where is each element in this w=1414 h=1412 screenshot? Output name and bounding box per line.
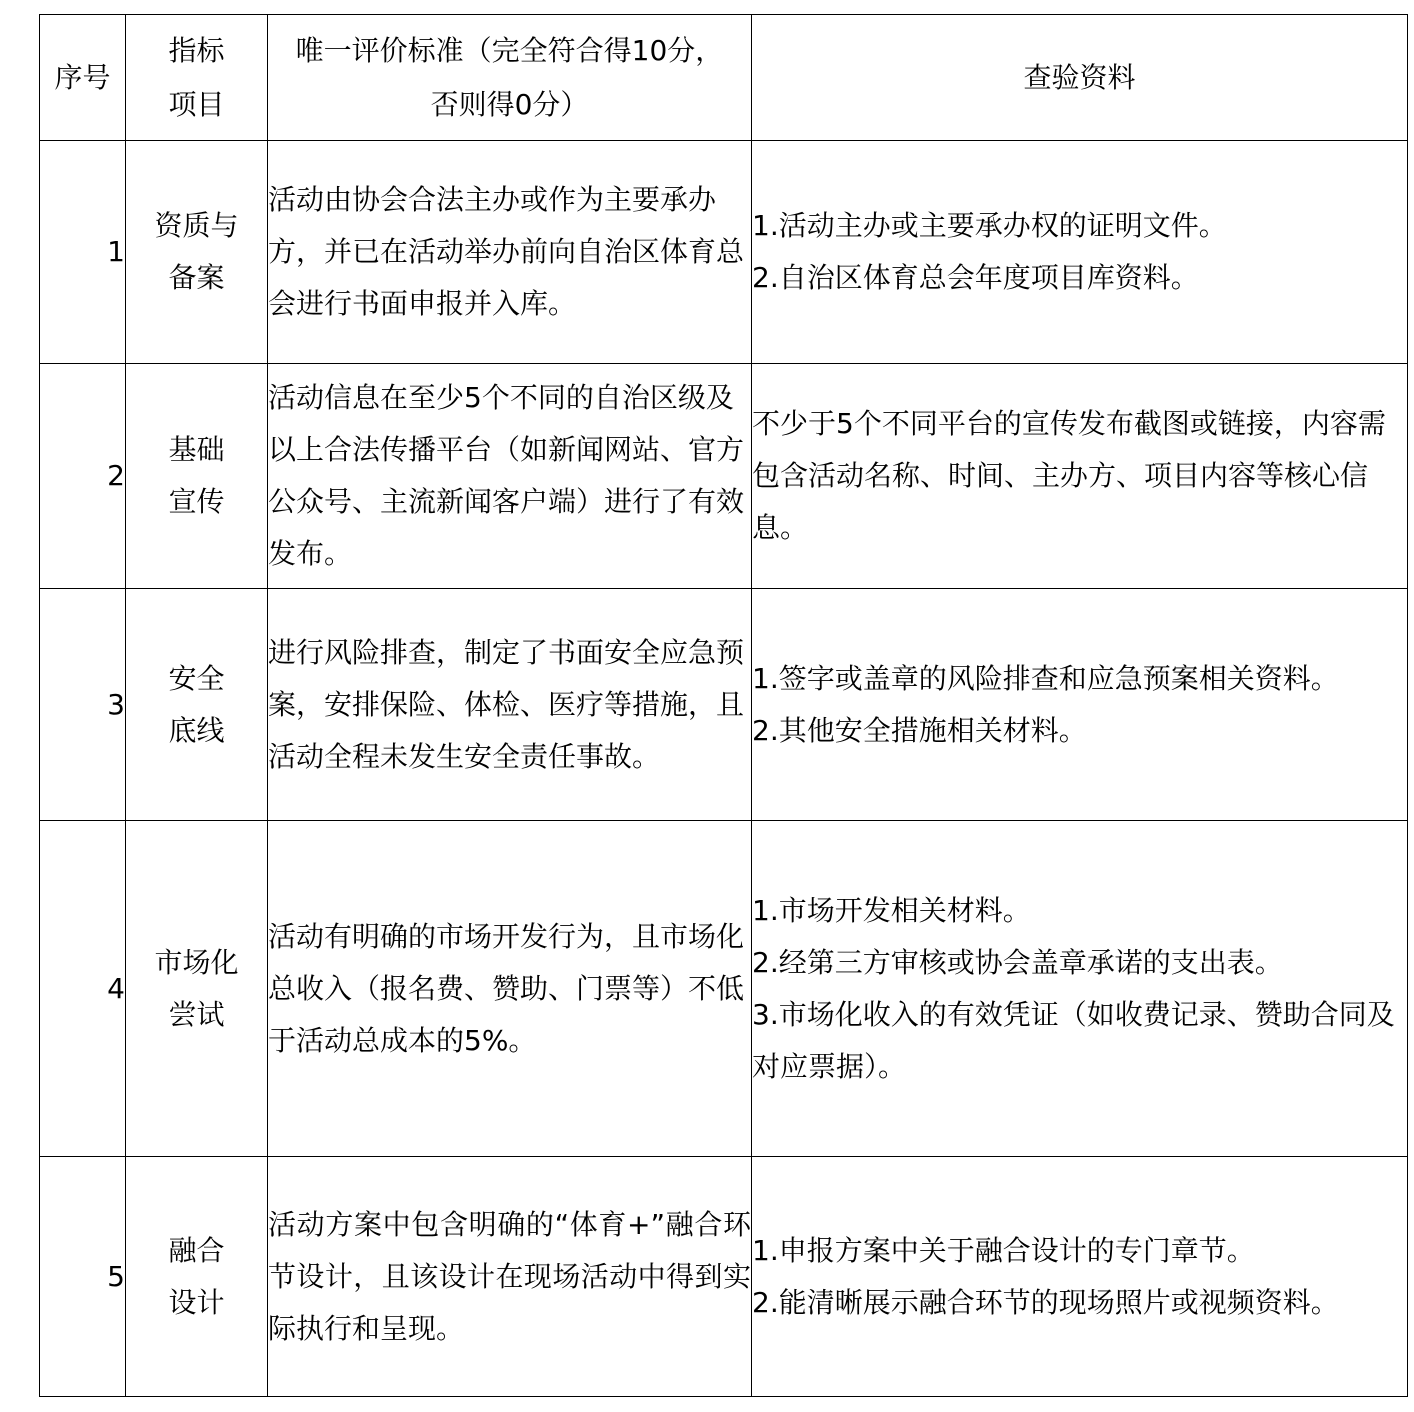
header-docs: [752, 15, 1408, 141]
row-standard: 活动由协会合法主办或作为主要承办方，并已在活动举办前向自治区体育总会进行书面申报并入库。: [268, 141, 752, 364]
row-item-line2: 设计: [168, 1285, 225, 1319]
row-docs: [752, 821, 1408, 1157]
row-doc-line: 3.市场化收入的有效凭证（如收费记录、赞助合同及对应票据）。: [752, 997, 1395, 1083]
row-item-line2: 底线: [168, 713, 225, 747]
row-item-line2: 尝试: [168, 997, 225, 1031]
row-doc-line: 1.申报方案中关于融合设计的专门章节。: [752, 1233, 1255, 1267]
row-item: [126, 141, 268, 364]
table-row: [40, 141, 1408, 364]
row-doc-line: 1.市场开发相关材料。: [752, 893, 1031, 927]
header-item-line1: 指标: [168, 33, 225, 67]
row-doc-line: 1.签字或盖章的风险排查和应急预案相关资料。: [752, 661, 1339, 695]
row-item-line2: 备案: [168, 261, 225, 294]
row-item-line1: 融合: [168, 1233, 225, 1267]
row-item-line1: 市场化: [154, 945, 239, 979]
row-docs: [752, 141, 1408, 364]
header-item-line2: 项目: [168, 87, 225, 121]
header-standard: [268, 15, 752, 141]
row-item-line2: 宣传: [168, 485, 225, 518]
header-standard-line2: 否则得0分）: [430, 87, 589, 121]
row-seq: 4: [40, 821, 126, 1157]
header-docs-label: 查验资料: [1023, 60, 1136, 94]
header-seq-label: 序号: [54, 60, 111, 94]
row-item-line1: 基础: [168, 433, 225, 466]
row-doc-line: 2.其他安全措施相关材料。: [752, 713, 1087, 747]
table-row: [40, 364, 1408, 589]
evaluation-criteria-table: [39, 14, 1408, 1397]
row-item-line1: 资质与: [154, 209, 239, 242]
header-seq: [40, 15, 126, 141]
row-docs: [752, 589, 1408, 821]
row-item: [126, 821, 268, 1157]
row-item-line1: 安全: [168, 661, 225, 695]
row-standard: 活动信息在至少5个不同的自治区级及以上合法传播平台（如新闻网站、官方公众号、主流新闻客户端）进行了有效发布。: [268, 364, 752, 589]
table-header-row: [40, 15, 1408, 141]
table-row: [40, 1157, 1408, 1397]
row-doc-line: 2.经第三方审核或协会盖章承诺的支出表。: [752, 945, 1283, 979]
row-item: [126, 589, 268, 821]
row-standard: 活动方案中包含明确的“体育+”融合环节设计，且该设计在现场活动中得到实际执行和呈现。: [268, 1157, 752, 1397]
row-doc-line: 不少于5个不同平台的宣传发布截图或链接，内容需包含活动名称、时间、主办方、项目内容等核心信息。: [752, 407, 1386, 544]
row-item: [126, 1157, 268, 1397]
row-docs: [752, 364, 1408, 589]
row-seq: 1: [40, 141, 126, 364]
row-item: [126, 364, 268, 589]
table-row: [40, 821, 1408, 1157]
row-doc-line: 2.自治区体育总会年度项目库资料。: [752, 261, 1199, 294]
row-standard: 进行风险排查，制定了书面安全应急预案，安排保险、体检、医疗等措施，且活动全程未发生安全责任事故。: [268, 589, 752, 821]
row-seq: 2: [40, 364, 126, 589]
row-seq: 3: [40, 589, 126, 821]
row-docs: [752, 1157, 1408, 1397]
header-standard-line1: 唯一评价标准（完全符合得10分，: [295, 33, 724, 67]
row-standard: 活动有明确的市场开发行为，且市场化总收入（报名费、赞助、门票等）不低于活动总成本的5%。: [268, 821, 752, 1157]
row-doc-line: 1.活动主办或主要承办权的证明文件。: [752, 209, 1227, 242]
table-row: [40, 589, 1408, 821]
row-doc-line: 2.能清晰展示融合环节的现场照片或视频资料。: [752, 1285, 1339, 1319]
header-item: [126, 15, 268, 141]
row-seq: 5: [40, 1157, 126, 1397]
